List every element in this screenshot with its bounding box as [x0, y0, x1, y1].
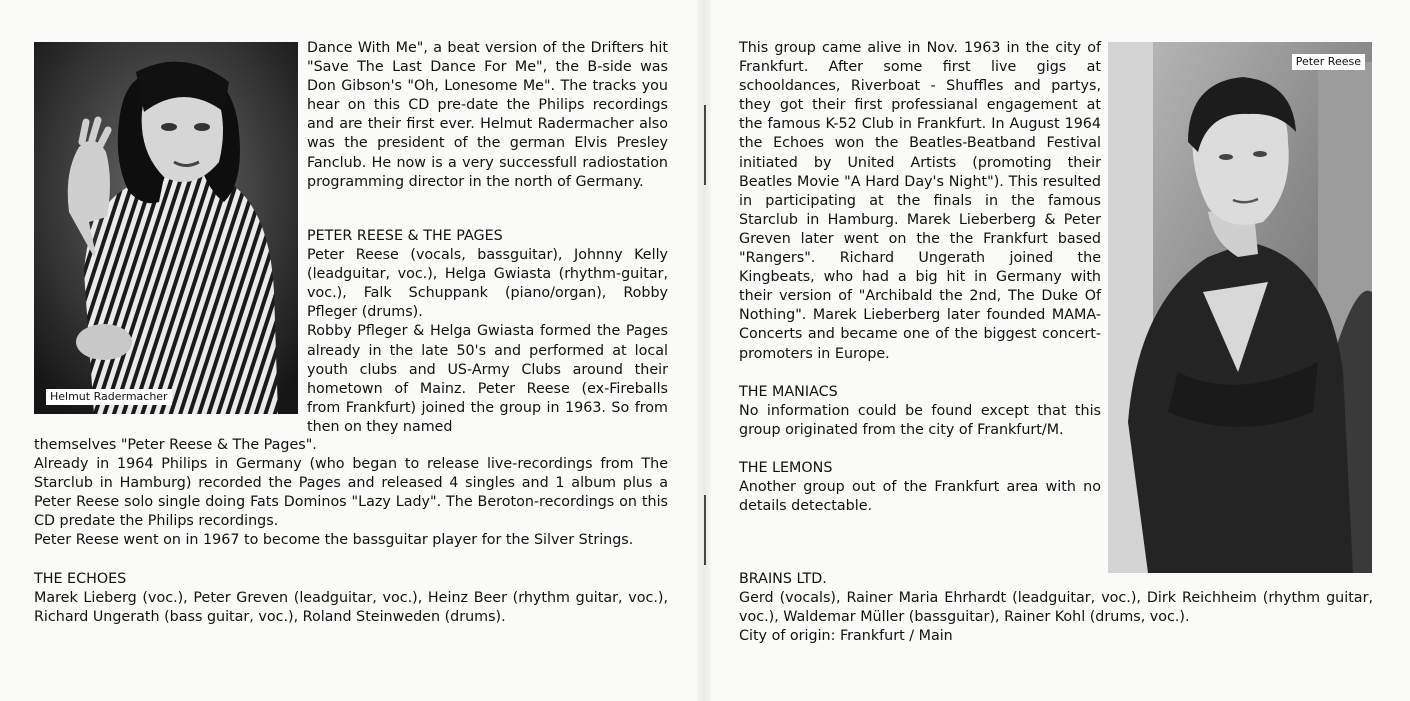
helmut-radermacher-photo [34, 42, 298, 414]
fold-mark [704, 105, 706, 185]
pages-philips: Already in 1964 Philips in Germany (who began to release live-recordings from The Starclub in Hamburg) recorded the Pages and released 4 singles and 1 album plus a Peter Reese solo single doing Fats Dominos "Lazy Lady". The Beroton-recordings on this CD predate the Philips recordings. [34, 456, 668, 530]
photo-caption: Helmut Radermacher [46, 389, 172, 405]
maniacs-text: No information could be found except that this group originated from the city of Frankfurt/M. [739, 402, 1101, 438]
pages-members: Peter Reese (vocals, bassguitar), Johnny Kelly (leadguitar, voc.), Helga Gwiasta (rhythm-guitar, voc.), Falk Schuppank (piano/organ), Robby Pfleger (drums). [307, 247, 668, 321]
left-wrap-paragraph: Dance With Me", a beat version of the Drifters hit "Save The Last Dance For Me", the B-side was Don Gibson's "Oh, Lonesome Me". The tracks you hear on this CD pre-date the Philips recordings and are their first ever. Helmut Radermacher also was the president of the german Elvis Presley Fanclub. He now is a very successfull radiostation programming director in the north of Germany. [307, 40, 668, 190]
fold-mark [704, 495, 706, 565]
pages-history: Robby Pfleger & Helga Gwiasta formed the Pages already in the late 50's and performed at local youth clubs and US-Army Clubs around their hometown of Mainz. Peter Reese (ex-Fireballs from Frankfurt) joined the group in 1963. So from then on they named [307, 323, 668, 435]
peter-reese-photo [1108, 42, 1372, 573]
section-heading-brains: BRAINS LTD. [739, 571, 827, 587]
lemons-text: Another group out of the Frankfurt area with no details detectable. [739, 478, 1101, 515]
pages-history-cont: themselves "Peter Reese & The Pages". [34, 437, 317, 453]
section-heading-pages: PETER REESE & THE PAGES [307, 228, 503, 244]
section-heading-lemons: THE LEMONS [739, 459, 833, 476]
photo-caption: Peter Reese [1292, 54, 1365, 70]
right-upper-section [739, 39, 1101, 516]
brains-members: Gerd (vocals), Rainer Maria Ehrhardt (leadguitar, voc.), Dirk Reichheim (rhythm guitar, voc.), Waldemar Müller (bassguitar), Rainer Kohl (drums, voc.). [739, 590, 1373, 626]
portrait-photo-icon [34, 42, 298, 414]
echoes-history: This group came alive in Nov. 1963 in the city of Frankfurt. After some first live gigs at schooldances, Riverboat - Shuffles and partys, they got their first professianal engagement at the famous K-52 Club in Frankfurt. In August 1964 the Echoes won the Beatles-Beatband Festival initiated by United Artists (promoting their Beatles Movie "A Hard Day's Night"). This resulted in participating at the finals in the famous Starclub in Hamburg. Marek Lieberberg & Peter Greven later went on the the Frankfurt based "Rangers". Richard Ungerath joined the Kingbeats, who had a big hit in Germany with their version of "Archibald the 2nd, The Duke Of Nothing". Marek Lieberberg later founded MAMA-Concerts and became one of the biggest concert-promoters in Europe. [739, 40, 1101, 362]
left-pages-section [307, 227, 668, 437]
section-heading-echoes: THE ECHOES [34, 570, 127, 587]
portrait-photo-icon [1108, 42, 1372, 573]
pages-silver-strings: Peter Reese went on in 1967 to become the bassguitar player for the Silver Strings. [34, 532, 634, 549]
right-lower-section [739, 570, 1373, 646]
section-heading-maniacs: THE MANIACS [739, 383, 838, 400]
brains-origin: City of origin: Frankfurt / Main [739, 628, 953, 645]
left-bottom-section [34, 436, 668, 627]
echoes-members: Marek Lieberg (voc.), Peter Greven (leadguitar, voc.), Heinz Beer (rhythm guitar, voc.), Richard Ungerath (bass guitar, voc.), Roland Steinweden (drums). [34, 589, 668, 625]
